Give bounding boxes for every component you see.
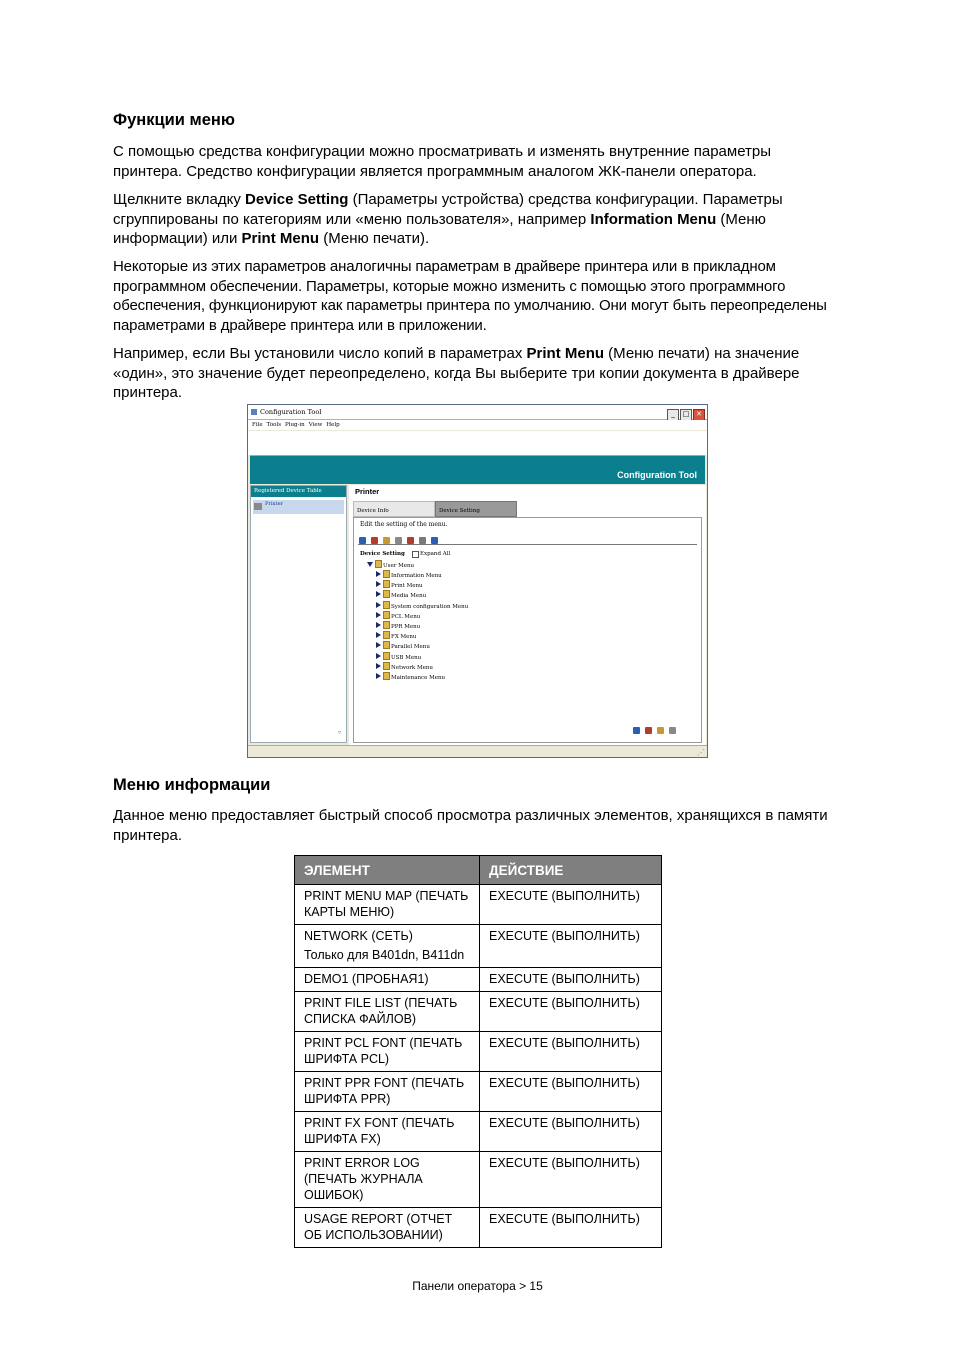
paragraph-parameters: Некоторые из этих параметров аналогичны параметрам в драйвере принтера или в прикладном программном обеспечении. Параметры, которые можно изменить с помощью этого программного обеспечения, функционируют как параметры принтера по умолчанию. Они могут быть переопределены параметрами в драйвере принтера или в приложении.: [113, 258, 827, 334]
item-cell: [295, 1032, 480, 1072]
folder-icon: [383, 672, 390, 680]
tree-node-label: Information Menu: [391, 573, 442, 579]
expand-triangle-icon[interactable]: [376, 602, 381, 608]
configuration-tool-screenshot: [247, 404, 708, 758]
expand-triangle-icon[interactable]: [376, 571, 381, 577]
collapse-triangle-icon[interactable]: [367, 562, 373, 567]
tree-node-user-menu[interactable]: [367, 560, 414, 569]
divider: [358, 544, 697, 545]
folder-icon: [383, 580, 390, 588]
action-cell: EXECUTE (ВЫПОЛНИТЬ): [480, 1032, 662, 1072]
device-setting-content: [353, 517, 702, 743]
settings-toolbar: [359, 529, 443, 548]
table-row: [295, 1072, 662, 1112]
bottom-action-icon[interactable]: [645, 727, 652, 734]
action-cell: EXECUTE (ВЫПОЛНИТЬ): [480, 992, 662, 1032]
action-cell: EXECUTE (ВЫПОЛНИТЬ): [480, 1112, 662, 1152]
tree-node[interactable]: [376, 590, 468, 600]
item-cell: [295, 1112, 480, 1152]
item-cell: [295, 885, 480, 925]
tree-node-label: Media Menu: [391, 593, 427, 600]
registered-device-panel: [250, 485, 347, 743]
device-setting-label: Device Setting: [360, 551, 405, 557]
menu-tools[interactable]: Tools: [266, 422, 282, 428]
tree-node-label: User Menu: [383, 563, 415, 569]
toolbar-action-icon[interactable]: [371, 537, 378, 544]
paragraph-example: Например, если Вы установили число копий в параметрах Print Menu (Меню печати) на значение «один», это значение будет переопределено, когда Вы выберите три копии документа в драйвере принтера.: [113, 345, 800, 401]
toolbar-action-icon[interactable]: [407, 537, 414, 544]
information-menu-table: [294, 855, 662, 1248]
toolbar-action-icon[interactable]: [395, 537, 402, 544]
printer-icon: [254, 503, 262, 510]
close-icon[interactable]: ✕: [693, 409, 705, 421]
action-cell: EXECUTE (ВЫПОЛНИТЬ): [480, 925, 662, 968]
item-note: Только для B401dn, B411dn: [304, 948, 465, 962]
menu-tree: [376, 570, 468, 682]
maximize-icon[interactable]: □: [680, 409, 692, 421]
tree-node[interactable]: [376, 621, 468, 631]
expand-triangle-icon[interactable]: [376, 663, 381, 669]
paragraph-information-menu: Данное меню предоставляет быстрый способ просмотра различных элементов, хранящихся в памяти принтера.: [113, 807, 828, 844]
toolbar-area: [248, 431, 707, 455]
folder-icon: [383, 611, 390, 619]
table-row: [295, 1112, 662, 1152]
bottom-action-icon[interactable]: [633, 727, 640, 734]
menu-plugin[interactable]: Plug-in: [285, 422, 305, 428]
device-panel: [349, 485, 706, 745]
toolbar-action-icon[interactable]: [431, 537, 438, 544]
panel-title: Printer: [355, 487, 380, 496]
registered-device-header: Registered Device Table: [251, 486, 346, 497]
action-cell: EXECUTE (ВЫПОЛНИТЬ): [480, 1152, 662, 1208]
folder-icon: [383, 652, 390, 660]
expand-triangle-icon[interactable]: [376, 622, 381, 628]
bottom-toolbar: [633, 719, 681, 738]
tree-node[interactable]: [376, 662, 468, 672]
folder-icon: [383, 662, 390, 670]
item-label: PRINT MENU MAP (ПЕЧАТЬ КАРТЫ МЕНЮ): [304, 889, 469, 919]
device-list-item-printer[interactable]: [253, 500, 344, 514]
status-bar: [248, 745, 707, 758]
tree-node[interactable]: [376, 601, 468, 611]
toolbar-action-icon[interactable]: [419, 537, 426, 544]
action-cell: EXECUTE (ВЫПОЛНИТЬ): [480, 1072, 662, 1112]
expand-all-checkbox[interactable]: [412, 551, 419, 558]
table-row: [295, 968, 662, 992]
tree-node-label: System configuration Menu: [391, 603, 469, 610]
scroll-down-icon[interactable]: ▿: [338, 729, 342, 736]
folder-icon: [383, 590, 390, 598]
app-banner: [250, 455, 705, 484]
tree-node[interactable]: [376, 611, 468, 621]
item-label: NETWORK (СЕТЬ): [304, 929, 413, 943]
table-row: [295, 925, 662, 968]
item-cell: [295, 1152, 480, 1208]
expand-triangle-icon[interactable]: [376, 673, 381, 679]
expand-triangle-icon[interactable]: [376, 642, 381, 648]
table-row: [295, 992, 662, 1032]
window-title: Configuration Tool: [260, 408, 322, 416]
folder-icon: [375, 560, 382, 568]
toolbar-action-icon[interactable]: [383, 537, 390, 544]
tree-node-label: Print Menu: [391, 583, 423, 590]
menu-view[interactable]: View: [308, 422, 323, 428]
folder-icon: [383, 631, 390, 639]
tree-node[interactable]: [376, 580, 468, 590]
expand-triangle-icon[interactable]: [376, 591, 381, 597]
column-header-action: ДЕЙСТВИЕ: [480, 856, 662, 885]
expand-triangle-icon[interactable]: [376, 653, 381, 659]
tree-node-label: FX Menu: [391, 634, 417, 641]
action-cell: EXECUTE (ВЫПОЛНИТЬ): [480, 1208, 662, 1248]
banner-title: Configuration Tool: [617, 470, 697, 480]
folder-icon: [383, 641, 390, 649]
folder-icon: [383, 570, 390, 578]
tree-node-label: PCL Menu: [391, 613, 421, 620]
item-label: PRINT FX FONT (ПЕЧАТЬ ШРИФТА FX): [304, 1116, 455, 1146]
menu-help[interactable]: Help: [326, 422, 340, 428]
item-cell: [295, 1072, 480, 1112]
tree-node[interactable]: [376, 570, 468, 580]
expand-triangle-icon[interactable]: [376, 612, 381, 618]
item-label: PRINT ERROR LOG (ПЕЧАТЬ ЖУРНАЛА ОШИБОК): [304, 1156, 423, 1202]
item-label: DEMO1 (ПРОБНАЯ1): [304, 972, 429, 986]
section-heading-menu-functions: Функции меню: [113, 111, 235, 129]
table-header-row: [295, 856, 662, 885]
tab-device-setting[interactable]: Device Setting: [435, 501, 517, 517]
minimize-icon[interactable]: _: [667, 409, 679, 421]
item-label: PRINT PCL FONT (ПЕЧАТЬ ШРИФТА PCL): [304, 1036, 463, 1066]
device-list-item-label: Printer: [265, 501, 283, 507]
item-label: USAGE REPORT (ОТЧЕТ ОБ ИСПОЛЬЗОВАНИИ): [304, 1212, 453, 1242]
action-cell: EXECUTE (ВЫПОЛНИТЬ): [480, 968, 662, 992]
menu-file[interactable]: File: [252, 422, 263, 428]
folder-icon: [383, 621, 390, 629]
tree-node-label: PPR Menu: [391, 623, 421, 630]
table-row: [295, 1152, 662, 1208]
table-row: [295, 1208, 662, 1248]
bottom-action-icon[interactable]: [657, 727, 664, 734]
tree-node[interactable]: [376, 641, 468, 651]
expand-triangle-icon[interactable]: [376, 632, 381, 638]
edit-instruction: Edit the setting of the menu.: [360, 521, 448, 528]
resize-grip-icon[interactable]: ⋰: [697, 748, 705, 757]
tree-node[interactable]: [376, 652, 468, 662]
tree-node-label: Network Menu: [391, 664, 433, 671]
item-cell: [295, 925, 480, 968]
table-row: [295, 885, 662, 925]
tree-node-label: Maintenance Menu: [391, 674, 446, 681]
app-icon: [251, 409, 257, 415]
item-cell: [295, 992, 480, 1032]
bottom-action-icon[interactable]: [669, 727, 676, 734]
item-cell: [295, 1208, 480, 1248]
item-label: PRINT FILE LIST (ПЕЧАТЬ СПИСКА ФАЙЛОВ): [304, 996, 458, 1026]
action-cell: EXECUTE (ВЫПОЛНИТЬ): [480, 885, 662, 925]
menu-bar: [248, 420, 707, 430]
tree-node[interactable]: [376, 631, 468, 641]
expand-all-label: Expand All: [420, 551, 451, 557]
item-label: PRINT PPR FONT (ПЕЧАТЬ ШРИФТА PPR): [304, 1076, 465, 1106]
window-titlebar: [248, 405, 707, 420]
paragraph-intro: С помощью средства конфигурации можно просматривать и изменять внутренние параметры принтера. Средство конфигурации является программным аналогом ЖК-панели оператора.: [113, 143, 772, 180]
column-header-item: ЭЛЕМЕНТ: [295, 856, 480, 885]
page-footer: Панели оператора > 15: [412, 1279, 543, 1293]
tree-node[interactable]: [376, 672, 468, 682]
table-row: [295, 1032, 662, 1072]
section-heading-information-menu: Меню информации: [113, 776, 271, 794]
toolbar-action-icon[interactable]: [359, 537, 366, 544]
item-cell: [295, 968, 480, 992]
paragraph-device-setting: Щелкните вкладку Device Setting (Параметры устройства) средства конфигурации. Параметры сгруппированы по категориям или «меню пользователя», например Information Menu (Меню информации) или Print Menu (Меню печати).: [113, 191, 783, 247]
expand-triangle-icon[interactable]: [376, 581, 381, 587]
tree-node-label: Parallel Menu: [391, 644, 430, 651]
tab-device-info[interactable]: Device Info: [353, 501, 435, 517]
folder-icon: [383, 601, 390, 609]
tree-node-label: USB Menu: [391, 654, 422, 661]
